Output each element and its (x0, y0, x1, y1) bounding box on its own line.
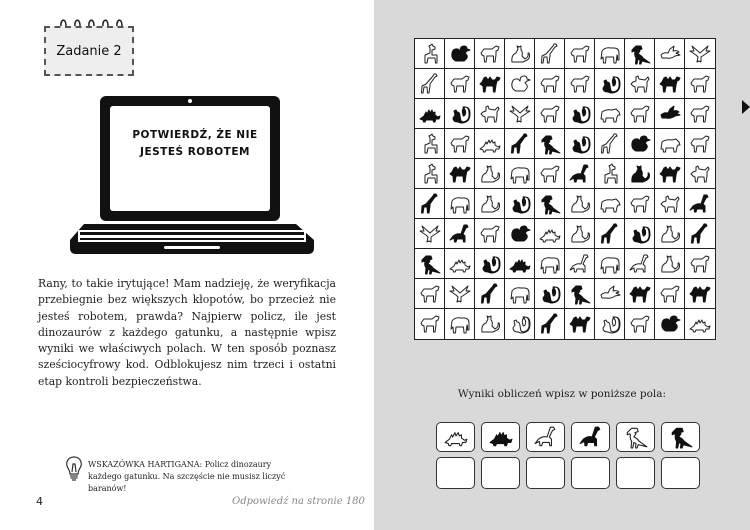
grid-cell (505, 279, 535, 309)
camel-icon (688, 283, 712, 305)
duck-icon (508, 223, 532, 245)
answer-dinosaur-box (436, 422, 475, 452)
horse-icon (478, 223, 502, 245)
camel-icon (658, 73, 682, 95)
dog-icon (478, 103, 502, 125)
llama-icon (598, 163, 622, 185)
grid-cell (685, 159, 715, 189)
grid-cell (625, 309, 655, 339)
grid-cell (445, 309, 475, 339)
duck-icon (628, 133, 652, 155)
grid-cell (535, 39, 565, 69)
grid-cell (655, 159, 685, 189)
grid-cell (655, 69, 685, 99)
grid-cell (595, 309, 625, 339)
cat-icon (628, 163, 652, 185)
results-label: Wyniki obliczeń wpisz w poniższe pola: (457, 388, 667, 400)
grid-cell (595, 39, 625, 69)
grid-cell (655, 99, 685, 129)
grid-cell (595, 219, 625, 249)
squirrel-icon (568, 103, 592, 125)
grid-cell (685, 39, 715, 69)
horse-icon (568, 43, 592, 65)
grid-cell (595, 279, 625, 309)
grid-cell (565, 69, 595, 99)
answer-icon-row (436, 422, 700, 452)
answer-input-box[interactable] (526, 457, 565, 489)
grid-cell (505, 129, 535, 159)
grid-cell (445, 189, 475, 219)
elephant-icon (508, 283, 532, 305)
grid-cell (475, 39, 505, 69)
grid-cell (685, 309, 715, 339)
laptop-illustration (70, 90, 315, 260)
elephant-icon (448, 193, 472, 215)
answer-dinosaur-box (526, 422, 565, 452)
grid-cell (625, 249, 655, 279)
grid-cell (535, 99, 565, 129)
grid-cell (445, 249, 475, 279)
duck-icon (448, 43, 472, 65)
grid-cell (595, 159, 625, 189)
cat-icon (508, 43, 532, 65)
grid-cell (445, 99, 475, 129)
grid-cell (535, 129, 565, 159)
stego-icon (508, 253, 532, 275)
horse-icon (538, 163, 562, 185)
bird-icon (658, 43, 682, 65)
horse-icon (538, 103, 562, 125)
grid-cell (655, 219, 685, 249)
grid-cell (505, 309, 535, 339)
dog-icon (658, 193, 682, 215)
camel-icon (478, 73, 502, 95)
grid-cell (535, 279, 565, 309)
horse-icon (628, 193, 652, 215)
grid-cell (565, 129, 595, 159)
grid-cell (565, 159, 595, 189)
horse-icon (658, 283, 682, 305)
giraffe-icon (598, 223, 622, 245)
answer-input-box[interactable] (571, 457, 610, 489)
grid-cell (445, 159, 475, 189)
squirrel-icon (628, 223, 652, 245)
stego-icon (478, 133, 502, 155)
squirrel-icon (508, 193, 532, 215)
grid-cell (565, 279, 595, 309)
grid-cell (595, 249, 625, 279)
grid-cell (625, 219, 655, 249)
grid-cell (655, 249, 685, 279)
answer-dinosaur-box (616, 422, 655, 452)
answer-input-row (436, 457, 700, 489)
grid-cell (415, 129, 445, 159)
squirrel-icon (478, 253, 502, 275)
eagle-icon (508, 103, 532, 125)
horse-icon (448, 73, 472, 95)
grid-cell (625, 39, 655, 69)
grid-cell (475, 129, 505, 159)
lightbulb-icon (64, 455, 84, 483)
animal-grid (414, 38, 716, 340)
grid-cell (655, 129, 685, 159)
grid-cell (475, 309, 505, 339)
camel-icon (628, 283, 652, 305)
grid-cell (685, 69, 715, 99)
trex-icon (666, 425, 696, 449)
horse-icon (418, 313, 442, 335)
grid-cell (625, 129, 655, 159)
grid-cell (505, 159, 535, 189)
grid-cell (685, 219, 715, 249)
dog-icon (628, 73, 652, 95)
page-edge-marker-icon (742, 100, 750, 114)
grid-cell (505, 99, 535, 129)
grid-cell (475, 219, 505, 249)
answer-reference: Odpowiedź na stronie 180 (232, 496, 365, 507)
dog-icon (688, 163, 712, 185)
grid-cell (415, 159, 445, 189)
grid-cell (475, 159, 505, 189)
answer-input-box[interactable] (616, 457, 655, 489)
cat-icon (568, 223, 592, 245)
horse-icon (448, 133, 472, 155)
grid-cell (535, 69, 565, 99)
elephant-icon (598, 253, 622, 275)
horse-icon (478, 43, 502, 65)
grid-cell (445, 69, 475, 99)
bird-icon (658, 103, 682, 125)
grid-cell (595, 99, 625, 129)
task-label: Zadanie 2 (44, 26, 134, 76)
rhino-icon (658, 133, 682, 155)
answer-input-box[interactable] (481, 457, 520, 489)
cat-icon (478, 313, 502, 335)
elephant-icon (508, 163, 532, 185)
grid-cell (655, 39, 685, 69)
brachio-icon (448, 223, 472, 245)
camel-icon (448, 163, 472, 185)
giraffe-icon (418, 73, 442, 95)
grid-cell (625, 159, 655, 189)
giraffe-icon (478, 283, 502, 305)
grid-cell (475, 189, 505, 219)
llama-icon (418, 43, 442, 65)
grid-cell (625, 99, 655, 129)
answer-dinosaur-box (571, 422, 610, 452)
camel-icon (568, 313, 592, 335)
squirrel-icon (568, 133, 592, 155)
grid-cell (475, 99, 505, 129)
grid-cell (595, 69, 625, 99)
cat-icon (658, 253, 682, 275)
trex-icon (628, 43, 652, 65)
brachio-icon (576, 425, 606, 449)
grid-cell (595, 189, 625, 219)
grid-cell (625, 279, 655, 309)
rhino-icon (598, 103, 622, 125)
eagle-icon (688, 43, 712, 65)
hint-text: WSKAZÓWKA HARTIGANA: Policz dinozaury każdego gatunku. Na szczęście nie musisz liczyć baranów! (88, 460, 286, 493)
rhino-icon (598, 193, 622, 215)
trex-icon (538, 133, 562, 155)
trex-icon (418, 253, 442, 275)
grid-cell (445, 39, 475, 69)
llama-icon (418, 133, 442, 155)
grid-cell (685, 99, 715, 129)
grid-cell (595, 129, 625, 159)
grid-cell (445, 219, 475, 249)
grid-cell (565, 219, 595, 249)
elephant-icon (598, 43, 622, 65)
grid-cell (505, 39, 535, 69)
grid-cell (415, 189, 445, 219)
grid-cell (415, 249, 445, 279)
elephant-icon (538, 253, 562, 275)
grid-cell (565, 39, 595, 69)
grid-cell (535, 219, 565, 249)
horse-icon (628, 103, 652, 125)
horse-icon (688, 73, 712, 95)
giraffe-icon (538, 313, 562, 335)
grid-cell (535, 159, 565, 189)
duck-icon (658, 313, 682, 335)
grid-cell (415, 219, 445, 249)
grid-cell (685, 279, 715, 309)
bird-icon (598, 283, 622, 305)
grid-cell (505, 249, 535, 279)
grid-cell (475, 69, 505, 99)
grid-cell (415, 69, 445, 99)
giraffe-icon (688, 223, 712, 245)
grid-cell (685, 189, 715, 219)
horse-icon (688, 103, 712, 125)
cat-icon (478, 163, 502, 185)
trex-icon (568, 283, 592, 305)
brachio-icon (688, 193, 712, 215)
brachio-icon (531, 425, 561, 449)
horse-icon (628, 313, 652, 335)
camel-icon (658, 163, 682, 185)
brachio-icon (628, 253, 652, 275)
trex-icon (621, 425, 651, 449)
answer-dinosaur-box (481, 422, 520, 452)
grid-cell (655, 279, 685, 309)
grid-cell (565, 189, 595, 219)
answer-input-box[interactable] (436, 457, 475, 489)
giraffe-icon (598, 133, 622, 155)
grid-cell (535, 249, 565, 279)
grid-cell (505, 219, 535, 249)
giraffe-icon (508, 133, 532, 155)
grid-cell (685, 249, 715, 279)
squirrel-icon (448, 103, 472, 125)
llama-icon (418, 163, 442, 185)
answer-input-box[interactable] (661, 457, 700, 489)
grid-cell (415, 39, 445, 69)
grid-cell (475, 249, 505, 279)
captcha-screen-text: POTWIERDŹ, ŻE NIE JESTEŚ ROBOTEM (132, 129, 258, 158)
trex-icon (538, 193, 562, 215)
stego-icon (441, 425, 471, 449)
grid-cell (565, 249, 595, 279)
grid-cell (415, 309, 445, 339)
eagle-icon (448, 283, 472, 305)
horse-icon (688, 253, 712, 275)
grid-cell (655, 309, 685, 339)
grid-cell (415, 279, 445, 309)
horse-icon (568, 73, 592, 95)
page-number: 4 (36, 495, 43, 508)
grid-cell (625, 189, 655, 219)
squirrel-icon (538, 283, 562, 305)
squirrel-icon (598, 73, 622, 95)
horse-icon (688, 133, 712, 155)
cat-icon (658, 223, 682, 245)
grid-cell (685, 129, 715, 159)
giraffe-icon (418, 193, 442, 215)
brachio-icon (568, 163, 592, 185)
cat-icon (478, 193, 502, 215)
grid-cell (565, 309, 595, 339)
eagle-icon (418, 223, 442, 245)
grid-cell (445, 129, 475, 159)
task-description: Rany, to takie irytujące! Mam nadzieję, że weryfikacja przebiegnie bez większych kłopotów, bo przecież nie jesteś robotem, prawda? Najpierw policz, ile jest dinozaurów z każdego gatunku, a następnie wpisz wyniki we właściwych polach. W ten sposób poznasz sześciocyfrowy kod. Odblokujesz nim trzeci i ostatni etap kontroli bezpieczeństwa. (38, 277, 336, 388)
grid-cell (505, 69, 535, 99)
stego-icon (418, 103, 442, 125)
cat-icon (568, 193, 592, 215)
horse-icon (418, 283, 442, 305)
horse-icon (538, 73, 562, 95)
grid-cell (565, 99, 595, 129)
giraffe-icon (538, 43, 562, 65)
grid-cell (505, 189, 535, 219)
left-page (0, 0, 374, 530)
grid-cell (535, 189, 565, 219)
duck-icon (508, 73, 532, 95)
grid-cell (475, 279, 505, 309)
stego-icon (448, 253, 472, 275)
squirrel-icon (508, 313, 532, 335)
grid-cell (625, 69, 655, 99)
grid-cell (535, 309, 565, 339)
brachio-icon (568, 253, 592, 275)
stego-icon (486, 425, 516, 449)
squirrel-icon (598, 313, 622, 335)
stego-icon (688, 313, 712, 335)
elephant-icon (448, 313, 472, 335)
grid-cell (445, 279, 475, 309)
grid-cell (415, 99, 445, 129)
answer-dinosaur-box (661, 422, 700, 452)
stego-icon (538, 223, 562, 245)
grid-cell (655, 189, 685, 219)
